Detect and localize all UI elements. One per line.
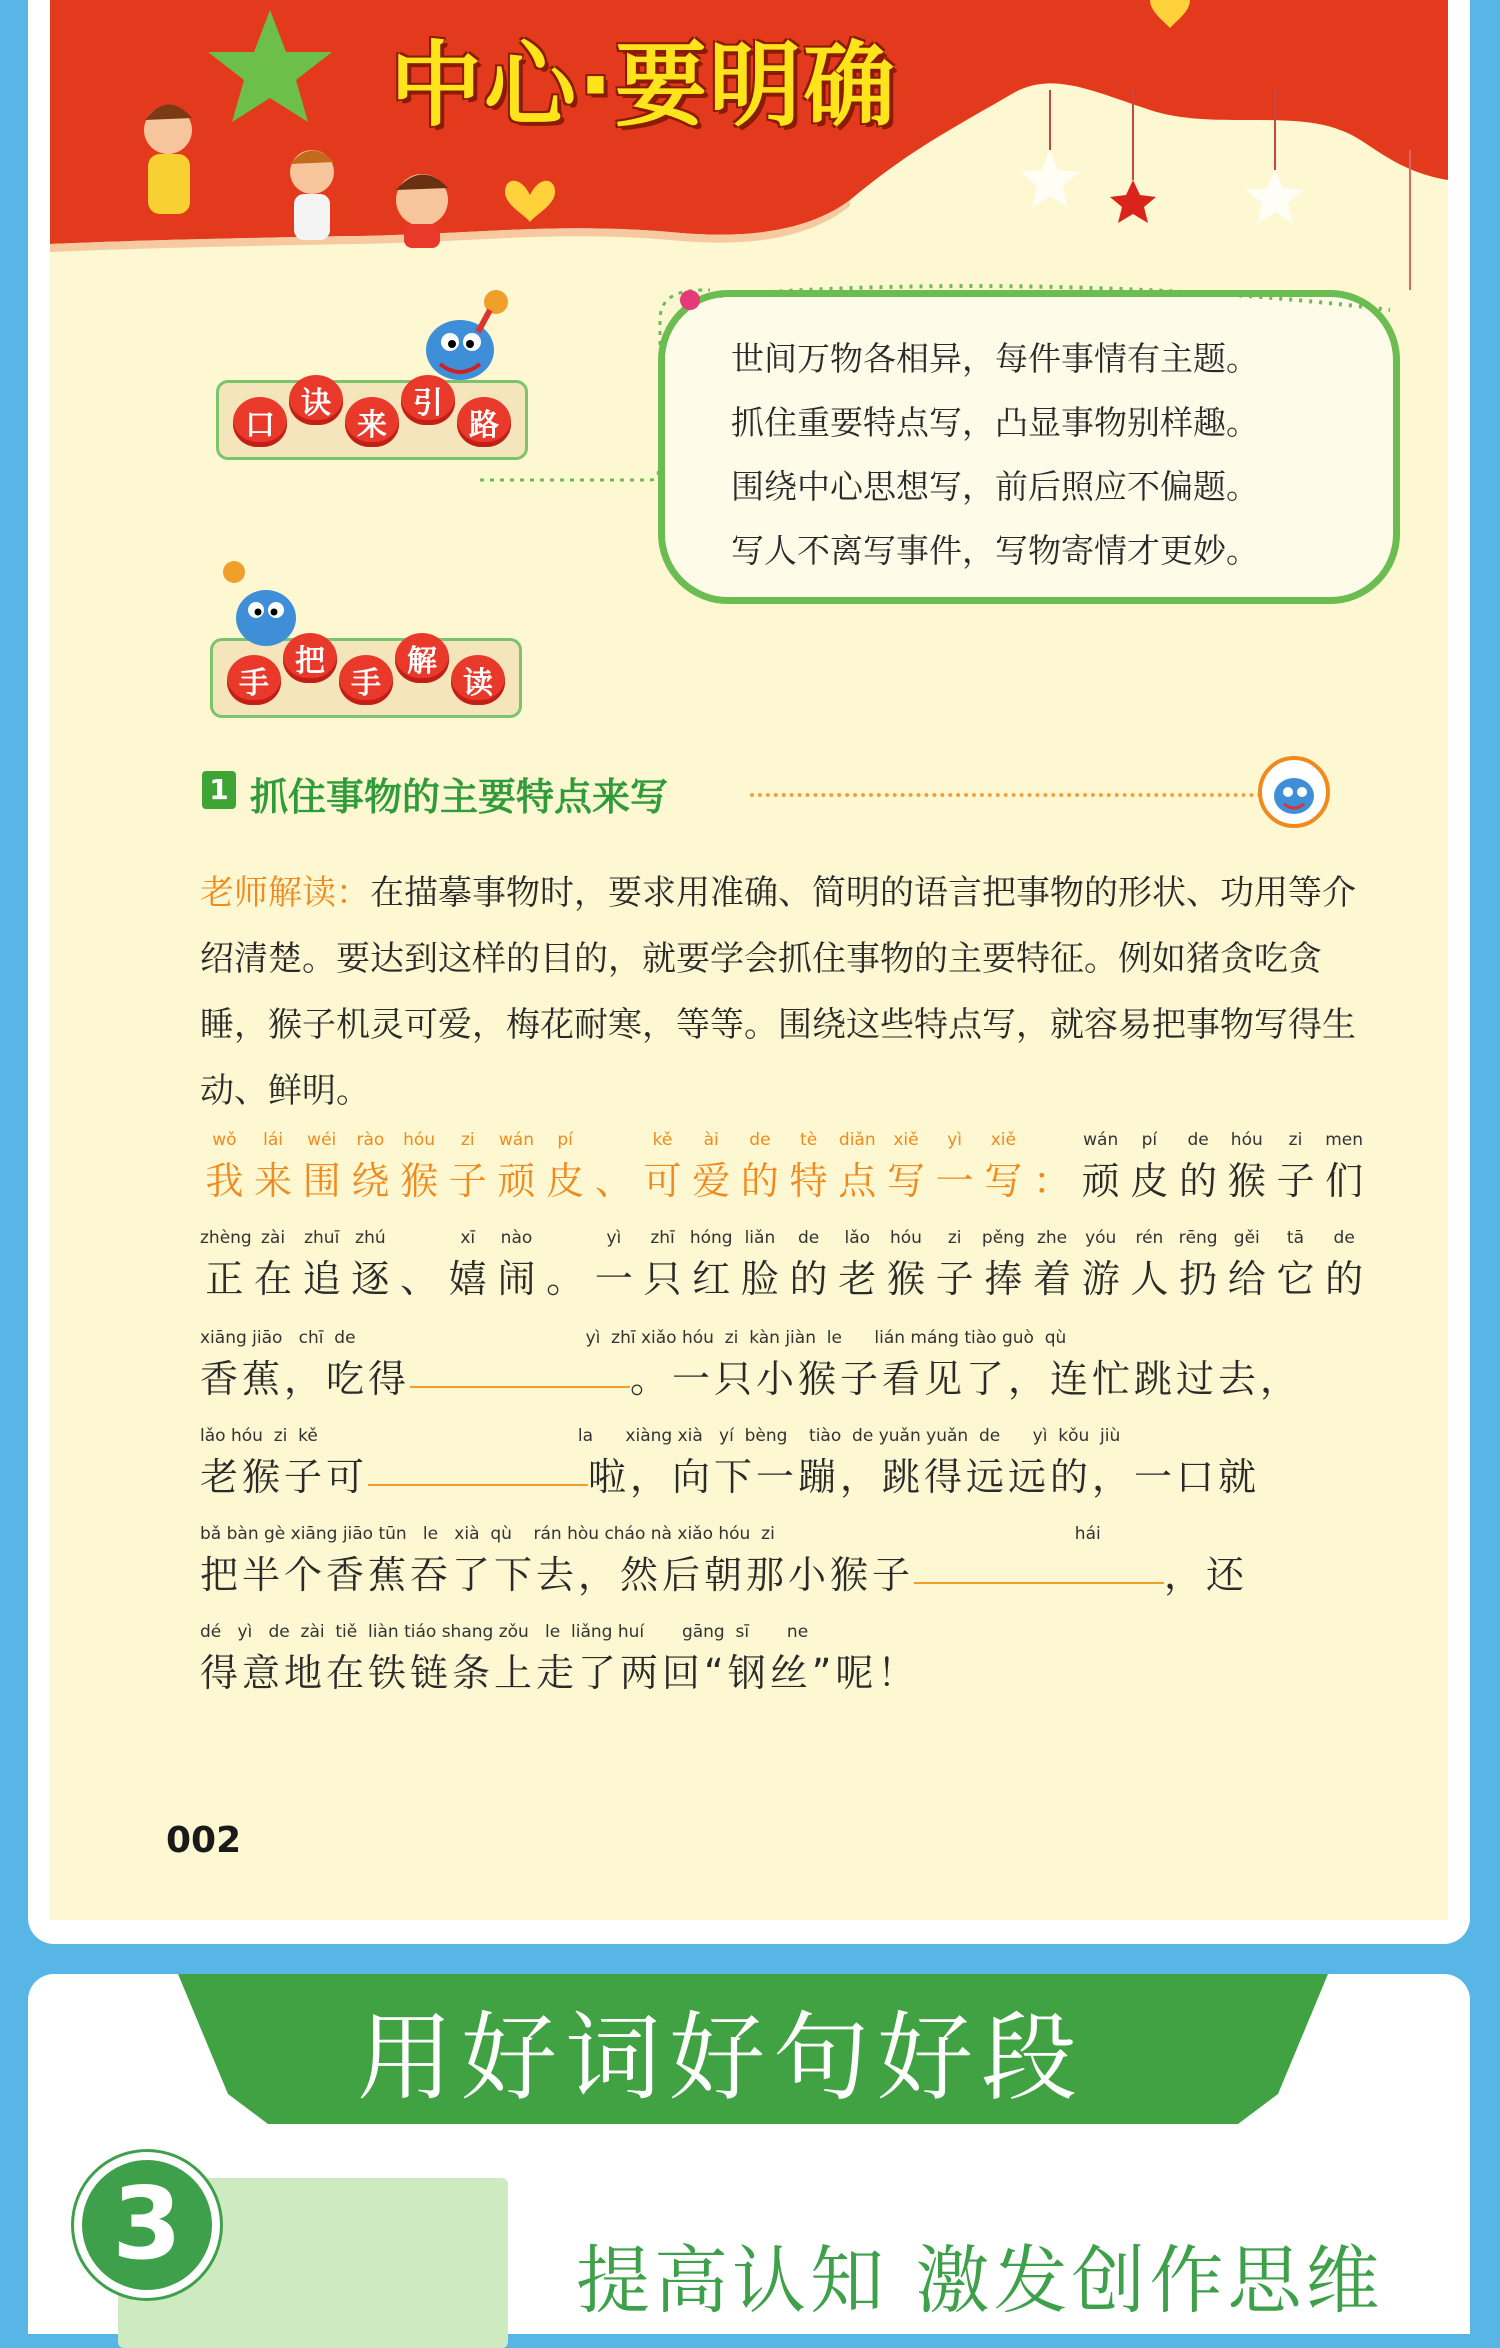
pinyin: hóu — [403, 1130, 436, 1150]
pinyin-row — [200, 1130, 1370, 1150]
pinyin: rēng — [1178, 1228, 1218, 1248]
pinyin — [590, 1130, 639, 1150]
rhyme-line: 写人不离写事件，写物寄情才更妙。 — [731, 531, 1259, 570]
hanzi: 把半个香蕉吞了下去，然后朝那小猴子 — [200, 1553, 915, 1597]
mascot-icon — [210, 552, 320, 662]
exercise-line — [200, 1328, 1370, 1403]
bubble-dotted-top — [650, 270, 1410, 320]
hanzi: 的 — [789, 1257, 828, 1301]
pinyin: hóu — [889, 1228, 922, 1248]
tag-char: 解 — [395, 633, 449, 683]
hanzi: 游 — [1081, 1257, 1120, 1301]
pinyin: pěng — [981, 1228, 1025, 1248]
rhyme-line: 围绕中心思想写，前后照应不偏题。 — [731, 467, 1259, 506]
pinyin: bǎ bàn gè xiāng jiāo tūn le xià qù rán hòu cháo nà xiǎo hóu zi — [200, 1524, 775, 1544]
book-page — [50, 0, 1448, 1920]
hanzi: 皮 — [1130, 1159, 1169, 1203]
hanzi: 可 — [643, 1159, 682, 1203]
hanzi: 顽 — [497, 1159, 536, 1203]
hanzi: 扔 — [1179, 1257, 1218, 1301]
exercise-line — [200, 1524, 1370, 1599]
pinyin: hái — [1074, 1524, 1101, 1544]
pinyin: xiě — [990, 1130, 1016, 1150]
hanzi: 嬉 — [448, 1257, 487, 1301]
pinyin: tā — [1286, 1228, 1305, 1248]
fill-blank[interactable] — [410, 1348, 630, 1388]
hanzi: 的 — [1179, 1159, 1218, 1203]
tag-char: 路 — [457, 397, 511, 447]
pinyin: tè — [800, 1130, 818, 1150]
pinyin: lái — [263, 1130, 283, 1150]
pinyin: wán — [1083, 1130, 1119, 1150]
hanzi: 老猴子可 — [200, 1455, 369, 1499]
pinyin: gěi — [1233, 1228, 1260, 1248]
pinyin: de — [749, 1130, 771, 1150]
pinyin: xiāng jiāo chī de — [200, 1328, 356, 1348]
pinyin: wǒ — [212, 1130, 237, 1150]
pinyin: lǎo hóu zi kě — [200, 1426, 318, 1446]
pinyin: zhú — [355, 1228, 386, 1248]
pinyin: de — [1333, 1228, 1355, 1248]
page-title: 中心·要明确 — [390, 32, 897, 139]
pinyin: zi — [947, 1228, 962, 1248]
pinyin: zhī — [650, 1228, 675, 1248]
pinyin: rào — [356, 1130, 385, 1150]
section-divider — [750, 793, 1270, 797]
hanzi-row — [200, 1248, 1370, 1303]
pinyin: zhe — [1036, 1228, 1068, 1248]
pinyin-row — [200, 1228, 1370, 1248]
tag-char: 手 — [227, 655, 281, 705]
pinyin: zhèng — [200, 1228, 252, 1248]
pinyin — [541, 1228, 590, 1248]
pinyin: diǎn — [838, 1130, 876, 1150]
hanzi: 子 — [448, 1159, 487, 1203]
fill-blank[interactable] — [368, 1446, 588, 1486]
hanzi: 脸 — [740, 1257, 779, 1301]
tag-char: 来 — [345, 397, 399, 447]
exercise-line — [200, 1130, 1370, 1205]
tag-char: 引 — [401, 375, 455, 425]
pinyin: zài — [260, 1228, 286, 1248]
hanzi: 写 — [886, 1159, 925, 1203]
hanzi: 的 — [1325, 1257, 1364, 1301]
pinyin: men — [1325, 1130, 1364, 1150]
pinyin: zhuī — [304, 1228, 340, 1248]
pinyin: de — [797, 1228, 820, 1248]
fill-blank[interactable] — [914, 1544, 1164, 1584]
hanzi: 顽 — [1081, 1159, 1120, 1203]
hanzi: 猴 — [1227, 1159, 1266, 1203]
rhyme-line: 世间万物各相异，每件事情有主题。 — [731, 339, 1259, 378]
hanzi: 。 — [546, 1257, 585, 1301]
section-title: 抓住事物的主要特点来写 — [250, 775, 669, 819]
hanzi: 、 — [400, 1257, 439, 1301]
hanzi: 皮 — [546, 1159, 585, 1203]
hanzi: 围 — [302, 1159, 341, 1203]
hanzi: 一 — [935, 1159, 974, 1203]
exercise-line — [200, 1228, 1370, 1303]
pinyin: la xiàng xià yí bèng tiào de yuǎn yuǎn de yì kǒu jiù — [577, 1426, 1121, 1446]
pinyin: yì zhī xiǎo hóu zi kàn jiàn le lián máng tiào guò qù — [585, 1328, 1067, 1348]
hanzi: 子 — [935, 1257, 974, 1301]
promo-subtitle: 提高认知 激发创作思维 — [576, 2238, 1384, 2324]
promo-banner-text: 用好词好句好段 — [357, 2002, 1085, 2114]
tag-char: 读 — [451, 655, 505, 705]
hanzi: 在 — [254, 1257, 293, 1301]
pinyin: yì — [606, 1228, 622, 1248]
pinyin: lǎo — [844, 1228, 871, 1248]
hanzi: 正 — [205, 1257, 244, 1301]
pinyin: hóng — [689, 1228, 733, 1248]
pinyin: wán — [498, 1130, 535, 1150]
pinyin — [395, 1228, 444, 1248]
hanzi: 子 — [1276, 1159, 1315, 1203]
pinyin: nào — [500, 1228, 533, 1248]
hanzi: 香蕉，吃得 — [200, 1357, 411, 1401]
teacher-interpretation — [200, 860, 1370, 1124]
hanzi: 的 — [740, 1159, 779, 1203]
tag-char: 把 — [283, 633, 337, 683]
exercise-line — [200, 1622, 1370, 1697]
pinyin: dé yì de zài tiě liàn tiáo shang zǒu le liǎng huí gāng sī ne — [200, 1622, 809, 1642]
rhyme-line: 抓住重要特点写，凸显事物别样趣。 — [731, 403, 1259, 442]
number-badge: 3 — [74, 2152, 220, 2298]
page-card — [28, 0, 1470, 1944]
hanzi: 们 — [1325, 1159, 1364, 1203]
hanzi: 爱 — [692, 1159, 731, 1203]
hanzi: 点 — [838, 1159, 877, 1203]
pinyin: yì — [947, 1130, 963, 1150]
hanzi: 我 — [205, 1159, 244, 1203]
hanzi: 老 — [838, 1257, 877, 1301]
hanzi: 一 — [594, 1257, 633, 1301]
pinyin: xī — [460, 1228, 476, 1248]
section-number: 1 — [202, 771, 236, 809]
pinyin: zi — [460, 1130, 475, 1150]
pinyin: de — [1187, 1130, 1209, 1150]
pinyin: kě — [652, 1130, 673, 1150]
pinyin: rén — [1135, 1228, 1164, 1248]
pinyin: zi — [1288, 1130, 1303, 1150]
page-number: 002 — [166, 1820, 242, 1861]
hanzi-row — [200, 1150, 1370, 1205]
tag-char: 诀 — [289, 375, 343, 425]
tag-char: 口 — [233, 397, 287, 447]
hanzi: ，还 — [1164, 1553, 1249, 1597]
hanzi: 闹 — [497, 1257, 536, 1301]
hanzi: 、 — [594, 1159, 633, 1203]
hanzi: 猴 — [400, 1159, 439, 1203]
pinyin: ài — [703, 1130, 719, 1150]
pinyin: pí — [557, 1130, 573, 1150]
hanzi: ： — [1033, 1159, 1072, 1203]
hanzi: 人 — [1130, 1257, 1169, 1301]
hanzi: 给 — [1227, 1257, 1266, 1301]
teacher-lead: 老师解读： — [200, 873, 370, 913]
hanzi: 绕 — [351, 1159, 390, 1203]
hanzi: 。一只小猴子看见了，连忙跳过去， — [630, 1357, 1303, 1401]
hanzi: 只 — [643, 1257, 682, 1301]
hanzi: 来 — [254, 1159, 293, 1203]
mascot-face-icon — [1256, 754, 1332, 830]
pinyin: liǎn — [744, 1228, 776, 1248]
hanzi: 得意地在铁链条上走了两回“钢丝”呢！ — [200, 1651, 920, 1695]
hanzi: 逐 — [351, 1257, 390, 1301]
hanzi: 着 — [1033, 1257, 1072, 1301]
hanzi: 写 — [984, 1159, 1023, 1203]
pinyin: xiě — [893, 1130, 919, 1150]
pinyin: wéi — [307, 1130, 337, 1150]
hanzi: 捧 — [984, 1257, 1023, 1301]
hanzi: 它 — [1276, 1257, 1315, 1301]
rhyme-bubble — [658, 290, 1400, 604]
hanzi: 猴 — [886, 1257, 925, 1301]
pinyin: hóu — [1230, 1130, 1263, 1150]
pinyin: pí — [1141, 1130, 1158, 1150]
pinyin — [1028, 1130, 1077, 1150]
hanzi: 红 — [692, 1257, 731, 1301]
hanzi: 啦，向下一蹦，跳得远远的，一口就 — [588, 1455, 1261, 1499]
pinyin: yóu — [1085, 1228, 1117, 1248]
tag-char: 手 — [339, 655, 393, 705]
exercise-line — [200, 1426, 1370, 1501]
hanzi: 追 — [302, 1257, 341, 1301]
hanzi: 特 — [789, 1159, 828, 1203]
teacher-text: 在描摹事物时，要求用准确、简明的语言把事物的形状、功用等介绍清楚。要达到这样的目的，就要学会抓住事物的主要特征。例如猪贪吃贪睡，猴子机灵可爱，梅花耐寒，等等。围绕这些特点写，就容易把事物写得生动、鲜明。 — [200, 873, 1356, 1111]
